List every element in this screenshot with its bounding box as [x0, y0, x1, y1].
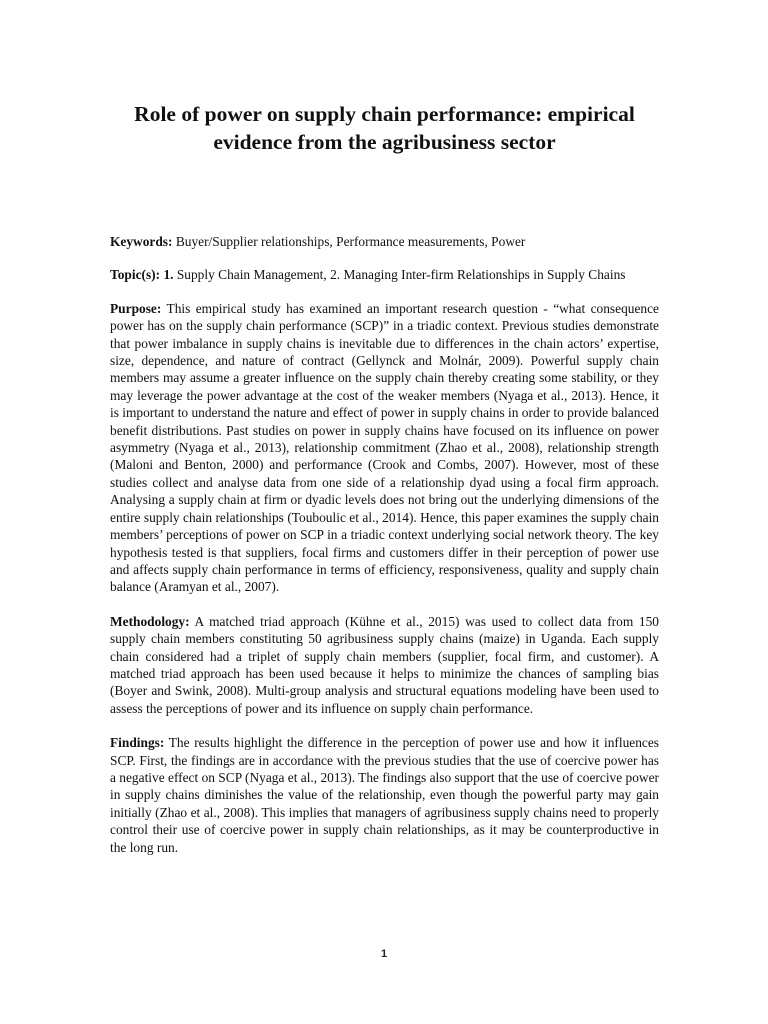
methodology-section — [110, 613, 659, 717]
findings-section — [110, 734, 659, 856]
topics-text: Supply Chain Management, 2. Managing Inter-firm Relationships in Supply Chains — [173, 267, 626, 283]
purpose-label: Purpose: — [110, 300, 162, 316]
keywords-section — [110, 233, 659, 250]
paper-title: Role of power on supply chain performance: empirical evidence from the agribusiness sector — [134, 102, 635, 154]
topics-label: Topic(s): — [110, 267, 161, 283]
keywords-label: Keywords: — [110, 234, 173, 249]
purpose-text: This empirical study has examined an important research question - “what consequence power has on the supply chain performance (SCP)” in a triadic context. Previous studies demonstrate that power imbalance in supply chains is inevitable due to differences in the chain actors’ expertise, size, dependence, and nature of contract (Gellynck and Molnár, 2009). Powerful supply chain members may assume a greater influence on the supply chain thereby creating some stability, or they may leverage the power advantage at the cost of the weaker members (Nyaga et al., 2013). Hence, it is important to understand the nature and effect of power in supply chains in order to provide balanced benefit distributions. Past studies on power in supply chains have focused on its influence on power asymmetry (Nyaga et al., 2013), relationship commitment (Zhao et al., 2008), relationship strength (Maloni and Benton, 2000) and performance (Crook and Combs, 2007). However, most of these studies collect and analyse data from one side of a relationship dyad using a focal firm approach. Analysing a supply chain at firm or dyadic levels does not bring out the underlying dimensions of the entire supply chain relationships (Touboulic et al., 2014). Hence, this paper examines the supply chain members’ perceptions of power on SCP in a triadic context underlying social network theory. The key hypothesis tested is that suppliers, focal firms and customers differ in their perception of power use and affects supply chain performance in terms of efficiency, responsiveness, quality and supply chain balance (Aramyan et al., 2007). — [110, 300, 659, 595]
page-number: 1 — [380, 948, 388, 960]
keywords-text: Buyer/Supplier relationships, Performance measurements, Power — [172, 234, 526, 249]
topics-number-label: 1. — [160, 267, 174, 283]
methodology-label: Methodology: — [110, 613, 190, 629]
findings-text: The results highlight the difference in the perception of power use and how it influences SCP. First, the findings are in accordance with the previous studies that the use of coercive power has a negative effect on SCP (Nyaga et al., 2013). The findings also support that the use of coercive power in supply chains diminishes the value of the relationship, even though the powerful party may gain initially (Zhao et al., 2008). This implies that managers of agribusiness supply chains need to properly control their use of coercive power in supply chain relationships, as it may be counterproductive in the long run. — [110, 735, 659, 855]
methodology-text: A matched triad approach (Kühne et al., 2015) was used to collect data from 150 supply chain members constituting 50 agribusiness supply chains (maize) in Uganda. Each supply chain considered had a triplet of supply chain members (supplier, focal firm, and customer). A matched triad approach has been used because it helps to minimize the chances of sampling bias (Boyer and Swink, 2008). Multi-group analysis and structural equations modeling have been used to assess the perceptions of power and its influence on supply chain performance. — [110, 613, 659, 716]
paper-page — [110, 100, 659, 856]
purpose-section — [110, 300, 659, 596]
topics-section — [110, 266, 659, 283]
findings-label: Findings: — [110, 735, 165, 751]
